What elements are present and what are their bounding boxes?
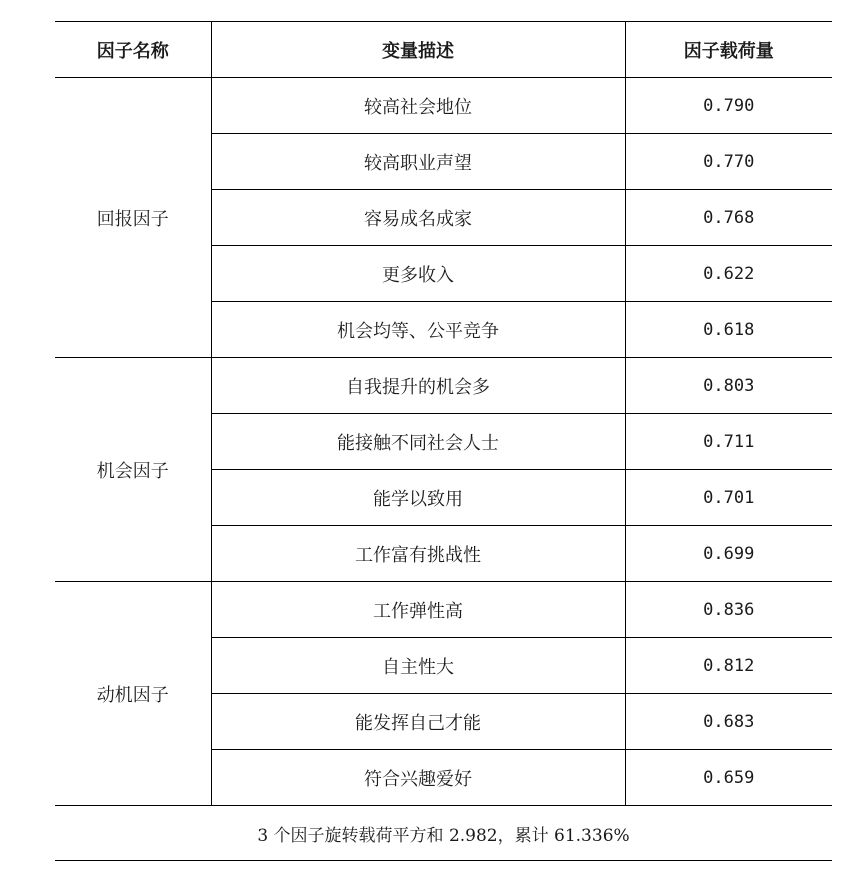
header-variable-description: 变量描述 bbox=[211, 22, 625, 78]
table-row bbox=[55, 582, 832, 638]
factor-loading-cell: 0.618 bbox=[625, 302, 832, 358]
factor-loading-cell: 0.803 bbox=[625, 358, 832, 414]
factor-loading-cell: 0.770 bbox=[625, 134, 832, 190]
variable-description-cell: 能学以致用 bbox=[211, 470, 625, 526]
factor-loading-cell: 0.836 bbox=[625, 582, 832, 638]
table-row bbox=[55, 358, 832, 414]
factor-loading-cell: 0.701 bbox=[625, 470, 832, 526]
table-footnote: 3 个因子旋转载荷平方和 2.982，累计 61.336% bbox=[55, 806, 832, 861]
variable-description-cell: 较高社会地位 bbox=[211, 78, 625, 134]
variable-description-cell: 容易成名成家 bbox=[211, 190, 625, 246]
variable-description-cell: 能发挥自己才能 bbox=[211, 694, 625, 750]
factor-loading-cell: 0.683 bbox=[625, 694, 832, 750]
variable-description-cell: 工作富有挑战性 bbox=[211, 526, 625, 582]
factor-group-name: 机会因子 bbox=[55, 358, 211, 582]
factor-loading-cell: 0.790 bbox=[625, 78, 832, 134]
factor-loading-table-container bbox=[55, 21, 832, 861]
table-row bbox=[55, 78, 832, 134]
header-factor-name: 因子名称 bbox=[55, 22, 211, 78]
variable-description-cell: 能接触不同社会人士 bbox=[211, 414, 625, 470]
factor-group-name: 回报因子 bbox=[55, 78, 211, 358]
header-factor-loading: 因子载荷量 bbox=[625, 22, 832, 78]
factor-group-name: 动机因子 bbox=[55, 582, 211, 806]
variable-description-cell: 较高职业声望 bbox=[211, 134, 625, 190]
factor-loading-cell: 0.622 bbox=[625, 246, 832, 302]
table-footer-row bbox=[55, 806, 832, 861]
factor-loading-cell: 0.699 bbox=[625, 526, 832, 582]
factor-loading-table bbox=[55, 21, 832, 861]
factor-loading-cell: 0.711 bbox=[625, 414, 832, 470]
variable-description-cell: 自我提升的机会多 bbox=[211, 358, 625, 414]
variable-description-cell: 工作弹性高 bbox=[211, 582, 625, 638]
variable-description-cell: 符合兴趣爱好 bbox=[211, 750, 625, 806]
factor-loading-cell: 0.659 bbox=[625, 750, 832, 806]
factor-loading-cell: 0.812 bbox=[625, 638, 832, 694]
factor-loading-cell: 0.768 bbox=[625, 190, 832, 246]
variable-description-cell: 自主性大 bbox=[211, 638, 625, 694]
variable-description-cell: 机会均等、公平竞争 bbox=[211, 302, 625, 358]
variable-description-cell: 更多收入 bbox=[211, 246, 625, 302]
table-header-row bbox=[55, 22, 832, 78]
table-body bbox=[55, 78, 832, 806]
